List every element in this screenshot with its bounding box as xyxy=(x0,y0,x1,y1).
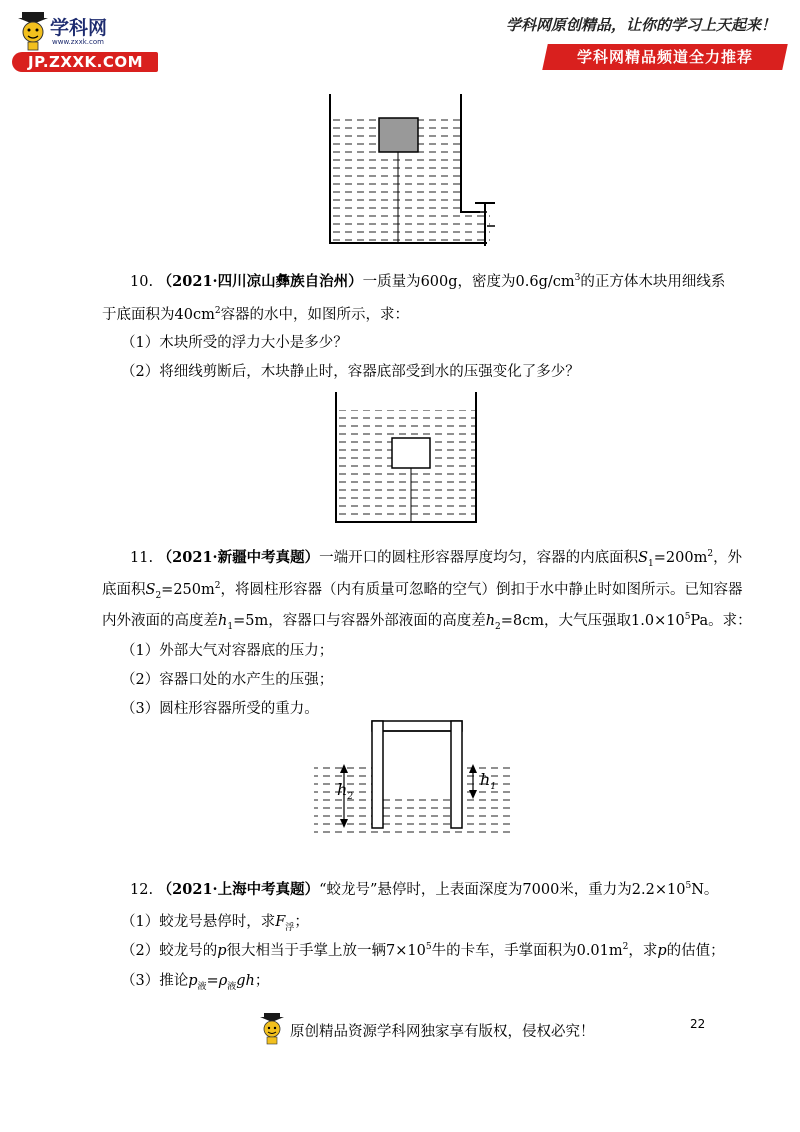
logo-domain: JP.ZXXK.COM xyxy=(28,53,144,71)
q12-s2-text-b: 很大相当于手掌上放一辆7×10 xyxy=(226,943,426,959)
q11-line1 xyxy=(130,548,742,568)
figure-q10-container xyxy=(326,390,486,526)
q12-sub1 xyxy=(121,912,309,932)
q11-label-h1-sub: 1 xyxy=(490,782,497,793)
q11-text-2b: =250m xyxy=(161,582,215,598)
q10-text-2b: 容器的水中，如图所示，求： xyxy=(220,307,410,323)
q10-sup-2: 2 xyxy=(214,306,221,317)
q12-text-1a: “蛟龙号”悬停时，上表面深度为7000米，重力为2.2×10 xyxy=(319,882,686,898)
q12-s3-rho: ρ xyxy=(218,973,228,989)
q11-text-3b: =5m，容器口与容器外部液面的高度差 xyxy=(233,613,486,629)
q11-line3 xyxy=(102,611,752,631)
q10-text-1b: 的正方体木块用细线系 xyxy=(580,274,726,290)
q12-source: （2021·上海中考真题） xyxy=(157,881,320,898)
q11-text-2c: ，将圆柱形容器（内有质量可忽略的空气）倒扣于水中静止时如图所示。已知容器 xyxy=(220,582,743,598)
q11-text-3d: Pa。求： xyxy=(690,613,752,629)
q11-var-h1: h xyxy=(218,613,228,629)
q10-sup-1: 3 xyxy=(574,273,581,284)
q10-sub2: （2）将细线剪断后，木块静止时，容器底部受到水的压强变化了多少？ xyxy=(121,364,580,380)
q11-line2 xyxy=(102,580,742,600)
logo-title: 学科网 xyxy=(50,17,108,39)
q11-sup-2: 2 xyxy=(214,581,221,592)
q11-var-s2: S xyxy=(145,582,156,598)
q11-sub-h1: 1 xyxy=(227,621,234,632)
q11-var-s1: S xyxy=(638,550,649,566)
header-slogan: 学科网原创精品，让你的学习上天起来！ xyxy=(506,16,777,34)
q12-s2-sup2: 2 xyxy=(622,942,629,953)
q12-s2-text-a: （2）蛟龙号的 xyxy=(121,943,218,959)
q12-number: 12. xyxy=(130,882,154,898)
mascot-icon xyxy=(16,10,52,52)
q11-sub-s2: 2 xyxy=(155,590,162,601)
q10-sub1: （1）木块所受的浮力大小是多少？ xyxy=(121,335,348,351)
q12-line1 xyxy=(130,880,718,900)
q11-sub2: （2）容器口处的水产生的压强； xyxy=(121,672,334,688)
page-number: 22 xyxy=(690,1017,706,1031)
q11-label-h2 xyxy=(337,780,354,803)
q12-s3-eq: = xyxy=(206,973,219,989)
q12-s1-sub: 浮 xyxy=(285,922,295,933)
q11-text-3c: =8cm，大气压强取1.0×10 xyxy=(500,613,685,629)
q10-text-2a: 于底面积为40cm xyxy=(102,307,215,323)
q12-s3-var: p xyxy=(188,973,198,989)
q11-text-1a: 一端开口的圆柱形容器厚度均匀，容器的内底面积 xyxy=(319,550,639,566)
q11-source: （2021·新疆中考真题） xyxy=(157,549,320,566)
q11-sub3: （3）圆柱形容器所受的重力。 xyxy=(121,701,319,717)
q10-text-1: 一质量为600g，密度为0.6g/cm xyxy=(362,274,575,290)
q10-line2 xyxy=(102,305,409,325)
q12-sub2 xyxy=(121,941,725,961)
q12-s3-end: ； xyxy=(254,973,270,989)
q12-s2-var2: p xyxy=(657,943,667,959)
logo-subtitle: www.zxxk.com xyxy=(52,38,104,46)
q11-text-1c: ，外 xyxy=(713,550,743,566)
q11-text-3a: 内外液面的高度差 xyxy=(102,613,218,629)
q12-s3-sub2: 液 xyxy=(227,981,237,992)
q12-s2-sup: 5 xyxy=(425,942,432,953)
q11-sup-3: 5 xyxy=(684,612,691,623)
q12-s1-end: ； xyxy=(294,914,309,930)
q11-var-h2: h xyxy=(485,613,496,629)
footer-copyright: 原创精品资源学科网独家享有版权，侵权必究！ xyxy=(290,1024,595,1040)
q10-line1 xyxy=(130,272,725,292)
q11-sub-s1: 1 xyxy=(648,558,654,569)
q12-s2-text-d: ，求 xyxy=(628,943,658,959)
q12-text-1b: N。 xyxy=(691,882,719,898)
q12-s3-sub: 液 xyxy=(197,981,207,992)
q11-sup-1: 2 xyxy=(707,549,714,560)
q12-s2-text-c: 牛的卡车，手掌面积为0.01m xyxy=(431,943,623,959)
q12-s3-text-a: （3）推论 xyxy=(121,973,189,989)
figure-q9-container xyxy=(320,92,510,252)
q11-label-h1-var: h xyxy=(480,770,491,789)
q12-sub3 xyxy=(121,971,269,991)
q11-label-h1 xyxy=(480,770,497,793)
q12-s2-var: p xyxy=(217,943,227,959)
q12-s2-text-e: 的估值； xyxy=(666,943,725,959)
q12-s3-gh: gh xyxy=(236,973,255,989)
q12-sup-1: 5 xyxy=(685,881,692,892)
q12-s1-var: F xyxy=(275,914,286,930)
q11-text-1b: =200m xyxy=(653,550,708,566)
header-banner-text: 学科网精品频道全力推荐 xyxy=(576,48,753,66)
q10-source: （2021·四川凉山彝族自治州） xyxy=(157,273,363,290)
q11-sub-h2: 2 xyxy=(495,621,501,632)
q11-number: 11. xyxy=(130,550,154,566)
q11-sub1: （1）外部大气对容器底的压力； xyxy=(121,643,334,659)
q12-s1-text: （1）蛟龙号悬停时，求 xyxy=(121,914,276,930)
q11-label-h2-var: h xyxy=(337,780,348,799)
q11-label-h2-sub: 2 xyxy=(347,792,354,803)
q10-number: 10. xyxy=(130,274,154,290)
footer-mascot-icon xyxy=(258,1012,288,1046)
q11-text-2a: 底面积 xyxy=(102,582,146,598)
